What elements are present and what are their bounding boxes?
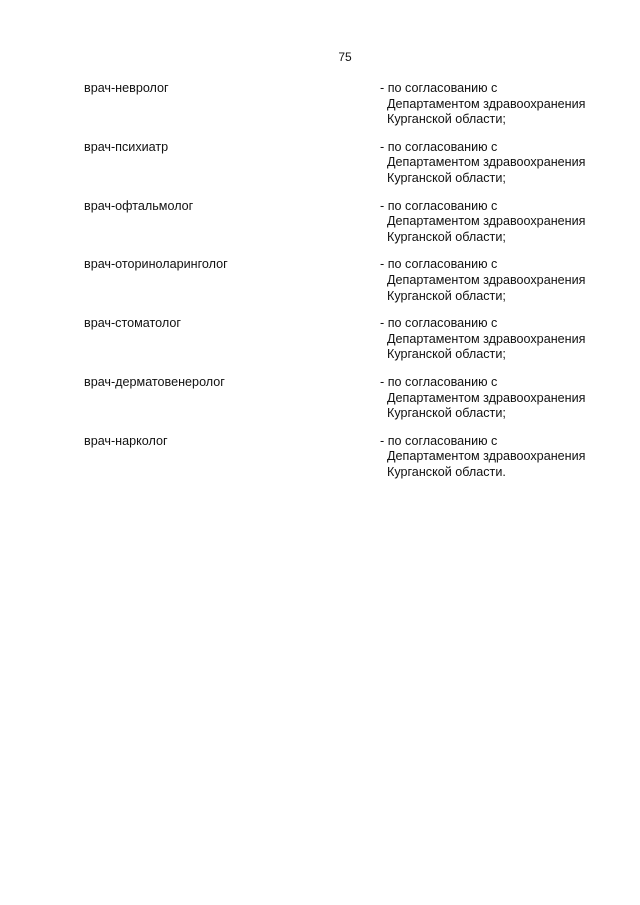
- entry-list: [84, 81, 624, 493]
- role-description: [380, 81, 585, 128]
- description-line: - по согласованию с: [380, 257, 498, 272]
- description-line: Курганской области;: [387, 170, 506, 185]
- description-line: Департаментом здравоохранения: [387, 272, 586, 287]
- role-description: [380, 316, 585, 363]
- description-line: Курганской области;: [387, 406, 506, 421]
- role-label: врач-нарколог: [84, 433, 168, 448]
- description-line: - по согласованию с: [380, 81, 498, 95]
- role-description: [380, 434, 585, 481]
- role-label: врач-психиатр: [84, 139, 169, 154]
- list-item: [84, 140, 624, 199]
- description-line: Курганской области;: [387, 229, 506, 244]
- list-item: [84, 199, 624, 258]
- description-line: Курганской области;: [387, 112, 506, 127]
- description-line: Департаментом здравоохранения: [387, 214, 586, 229]
- description-line: Курганской области;: [387, 347, 506, 362]
- role-label: врач-дерматовенеролог: [84, 374, 225, 389]
- description-line: - по согласованию с: [380, 374, 498, 389]
- role-description: [380, 257, 585, 304]
- description-line: Департаментом здравоохранения: [387, 331, 586, 346]
- description-line: Департаментом здравоохранения: [387, 96, 586, 111]
- description-line: Курганской области;: [387, 288, 506, 303]
- description-line: - по согласованию с: [380, 198, 498, 213]
- role-description: [380, 140, 585, 187]
- list-item: [84, 257, 624, 316]
- description-line: Департаментом здравоохранения: [387, 449, 586, 464]
- description-line: - по согласованию с: [380, 316, 498, 331]
- role-label: врач-невролог: [84, 81, 169, 95]
- role-description: [380, 375, 585, 422]
- description-line: Департаментом здравоохранения: [387, 155, 586, 170]
- description-line: Департаментом здравоохранения: [387, 390, 586, 405]
- page-number: 75: [338, 50, 352, 64]
- list-item: [84, 434, 624, 493]
- role-description: [380, 199, 585, 246]
- description-line: - по согласованию с: [380, 433, 498, 448]
- list-item: [84, 316, 624, 375]
- list-item: [84, 375, 624, 434]
- role-label: врач-офтальмолог: [84, 198, 194, 213]
- role-label: врач-оториноларинголог: [84, 257, 228, 272]
- description-line: Курганской области.: [387, 464, 506, 479]
- list-item: [84, 81, 624, 140]
- role-label: врач-стоматолог: [84, 316, 181, 331]
- description-line: - по согласованию с: [380, 139, 498, 154]
